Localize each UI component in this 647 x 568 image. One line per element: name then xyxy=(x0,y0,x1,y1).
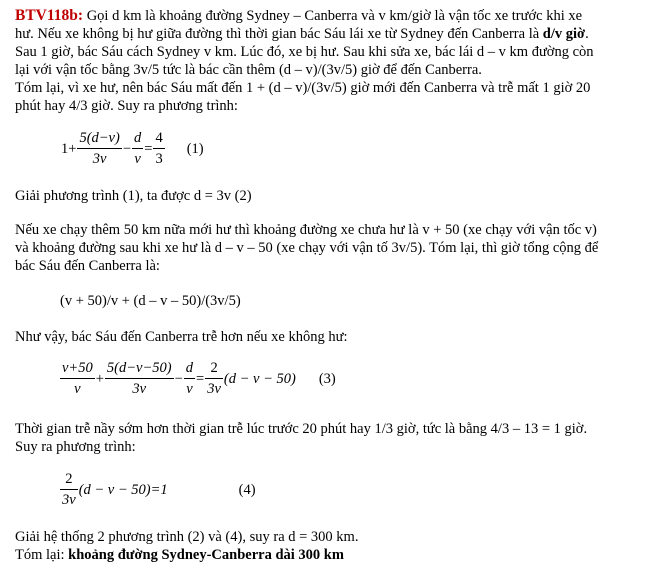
text-run: hư. Nếu xe không bị hư giữa đường thì thời gian bác Sáu lái xe từ Sydney đến Canberra là xyxy=(15,26,543,42)
eq-operator: − xyxy=(122,140,132,157)
denominator: v xyxy=(74,381,81,397)
bold-text: d/v giờ xyxy=(542,26,586,42)
eq-term: (d − v − 50) xyxy=(223,370,296,387)
paragraph-3-line-2: Suy ra phương trình: xyxy=(15,439,136,455)
eq-operator: = xyxy=(196,370,205,387)
paragraph-2-line-2: và khoảng đường sau khi xe hư là d – v – 50 (xe chạy với vận tố 3v/5). Tóm lại, thì giờ tổng cộng để xyxy=(15,240,599,256)
final-answer: khoảng đường Sydney-Canberra dài 300 km xyxy=(68,547,344,563)
text-run: Gọi d km là khoảng đường Sydney – Canberra và v km/giờ là vận tốc xe trước khi xe xyxy=(83,8,583,24)
equation-number: (1) xyxy=(186,140,204,157)
denominator: 3v xyxy=(62,492,76,508)
fraction xyxy=(132,130,143,168)
equation-1 xyxy=(60,130,204,168)
numerator: 5(d−v−50) xyxy=(105,360,174,379)
fraction xyxy=(60,471,78,509)
paragraph-2-line-3: bác Sáu đến Canberra là: xyxy=(15,258,160,274)
paragraph-1-line-1 xyxy=(15,7,582,25)
equation-number: (3) xyxy=(318,370,336,387)
fraction xyxy=(105,360,174,398)
fraction xyxy=(153,130,164,168)
paragraph-2-line-1: Nếu xe chạy thêm 50 km nữa mới hư thì khoảng đường xe chưa hư là v + 50 (xe chạy với vận tốc v) xyxy=(15,222,597,238)
text-run: Tóm lại: xyxy=(15,547,69,563)
denominator: 3 xyxy=(155,151,163,167)
eq-operator: = xyxy=(144,140,153,157)
fraction xyxy=(184,360,195,398)
numerator: 2 xyxy=(60,471,78,490)
numerator: d xyxy=(132,130,143,149)
fraction xyxy=(77,130,121,168)
paragraph-3-line-1: Thời gian trễ nầy sớm hơn thời gian trễ lúc trước 20 phút hay 1/3 giờ, tức là bằng 4/3 – 13 = 1 giờ. xyxy=(15,421,588,437)
eq-operator: − xyxy=(174,370,183,387)
paragraph-1-line-2 xyxy=(15,25,589,43)
numerator: 5(d−v) xyxy=(77,130,121,149)
problem-code: BTV118b: xyxy=(15,7,84,24)
denominator: v xyxy=(134,151,141,167)
denominator: 3v xyxy=(132,381,147,397)
solve-1-line: Giải phương trình (1), ta được d = 3v (2) xyxy=(15,188,252,204)
eq-term: 1+ xyxy=(61,140,77,157)
numerator: v+50 xyxy=(60,360,95,379)
denominator: 3v xyxy=(92,151,107,167)
numerator: 2 xyxy=(205,360,223,379)
numerator: 4 xyxy=(153,130,164,149)
denominator: v xyxy=(186,381,193,397)
conclusion-line-1: Giải hệ thống 2 phương trình (2) và (4), suy ra d = 300 km. xyxy=(15,529,359,545)
equation-number: (4) xyxy=(238,481,256,498)
fraction xyxy=(205,360,223,398)
eq-term: (d − v − 50)=1 xyxy=(78,481,168,498)
paragraph-1-line-6: phút hay 4/3 giờ. Suy ra phương trình: xyxy=(15,98,238,114)
text-run: . xyxy=(585,26,589,42)
denominator: 3v xyxy=(207,381,221,397)
paragraph-1-line-3: Sau 1 giờ, bác Sáu cách Sydney v km. Lúc đó, xe bị hư. Sau khi sửa xe, bác lái d – v km đường còn xyxy=(15,44,594,60)
paragraph-1-line-4: lại với vận tốc bằng 3v/5 tức là bác cần thêm (d – v)/(3v/5) giờ để đến Canberra. xyxy=(15,62,482,78)
eq-operator: + xyxy=(95,370,104,387)
numerator: d xyxy=(184,360,195,379)
paragraph-1-line-5: Tóm lại, vì xe hư, nên bác Sáu mất đến 1 + (d – v)/(3v/5) giờ mới đến Canberra và trễ mất 1 giờ 20 xyxy=(15,80,591,96)
expression-2: (v + 50)/v + (d – v – 50)/(3v/5) xyxy=(60,293,241,309)
equation-3 xyxy=(60,360,336,398)
conclusion-line-2 xyxy=(15,546,344,564)
equation-4 xyxy=(60,471,256,509)
fraction xyxy=(60,360,95,398)
comparison-line: Như vậy, bác Sáu đến Canberra trễ hơn nếu xe không hư: xyxy=(15,329,348,345)
